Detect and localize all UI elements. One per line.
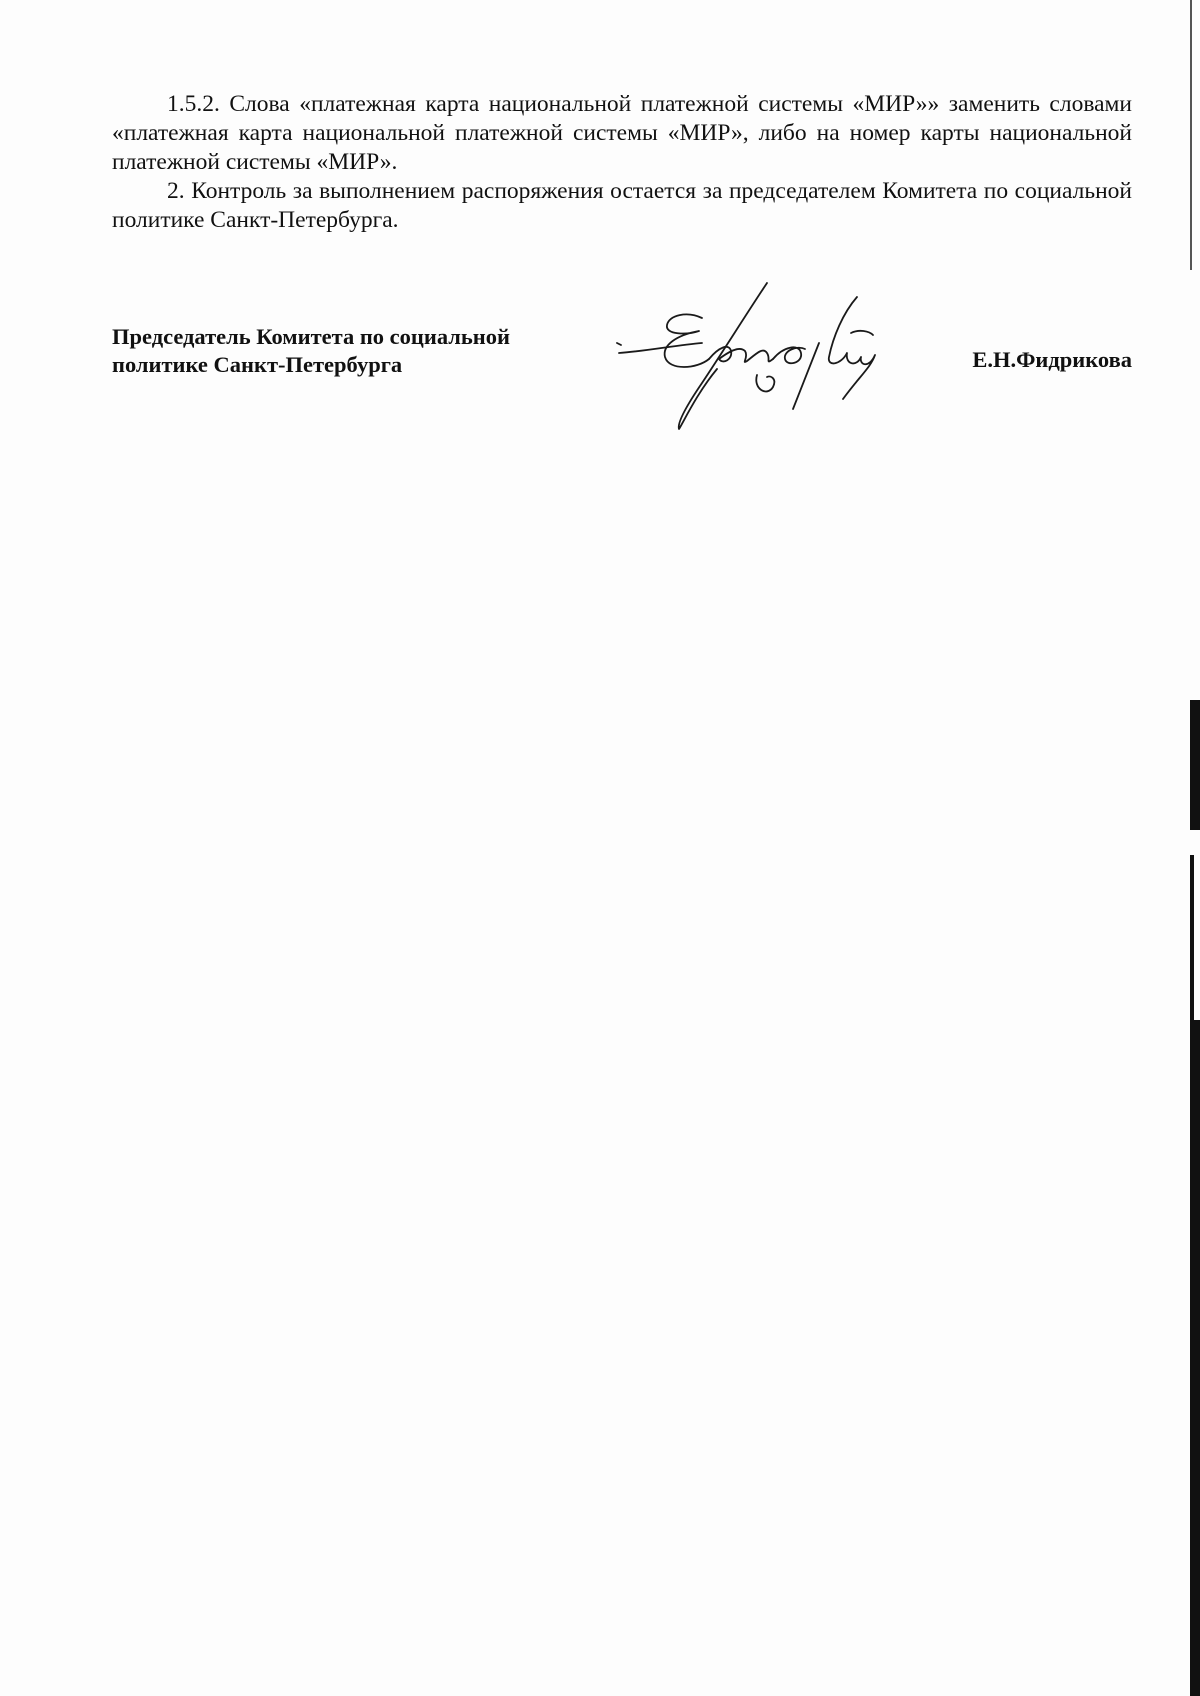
scan-edge-mark-top <box>1190 0 1192 270</box>
document-body <box>112 90 1132 235</box>
paragraph-2: 2. Контроль за выполнением распоряжения остается за председателем Комитета по социальной политике Санкт-Петербурга. <box>112 178 1132 233</box>
paragraph-1-5-2: 1.5.2. Слова «платежная карта национальной платежной системы «МИР»» заменить словами «платежная карта национальной платежной системы «МИР», либо на номер карты национальной платежной системы «МИР». <box>112 91 1132 175</box>
signer-title-line-2: политике Санкт-Петербурга <box>112 352 403 377</box>
signature-block <box>112 320 1132 440</box>
signer-name: Е.Н.Фидрикова <box>972 347 1132 372</box>
scan-edge-bar-1 <box>1190 700 1200 830</box>
signer-title <box>112 323 510 379</box>
scan-edge-bar-2 <box>1190 1020 1200 1696</box>
scan-edge-line <box>1190 855 1194 1020</box>
handwritten-signature <box>607 273 897 433</box>
signer-title-line-1: Председатель Комитета по социальной <box>112 324 510 349</box>
